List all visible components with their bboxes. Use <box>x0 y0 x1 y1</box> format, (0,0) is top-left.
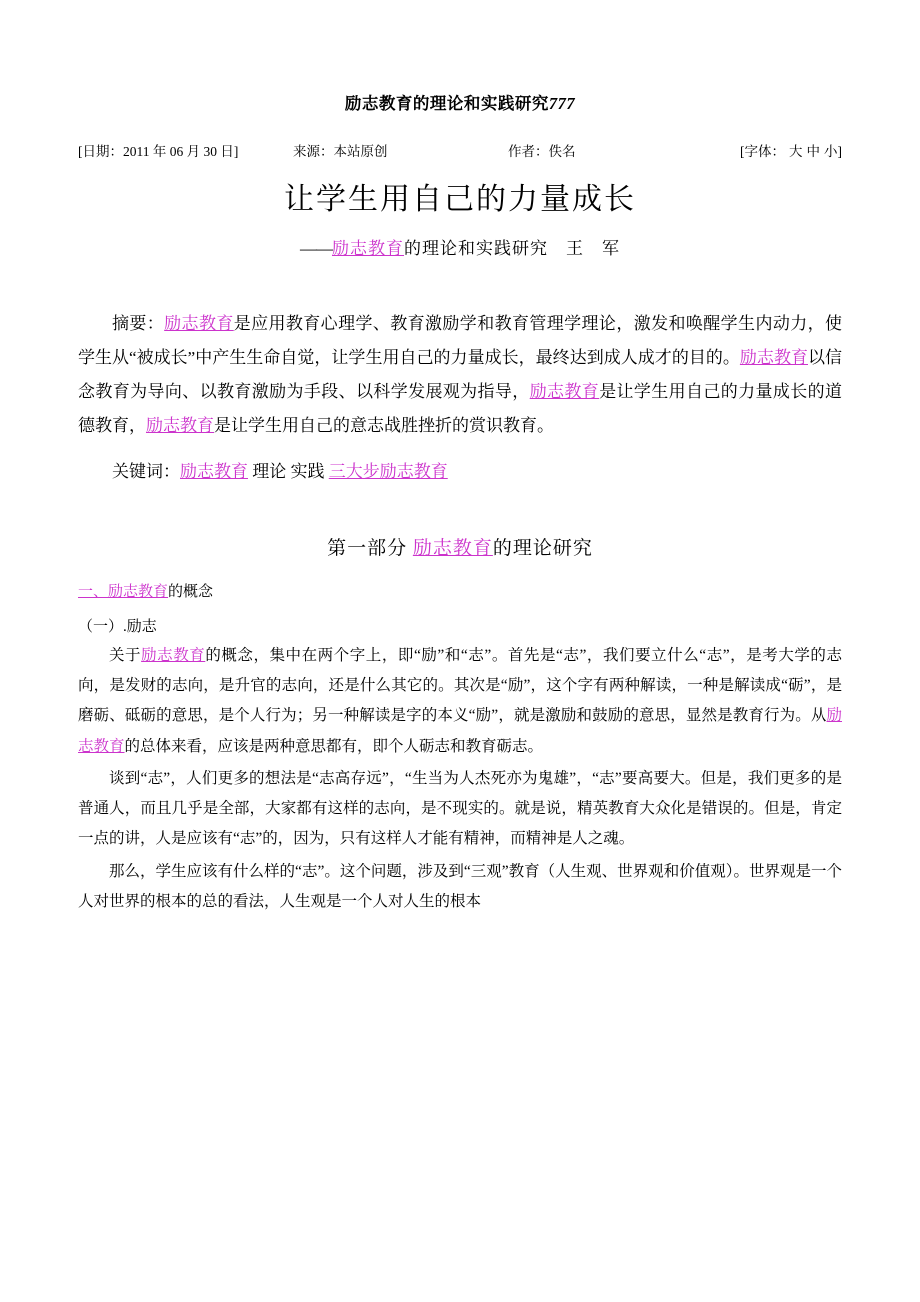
keyword-link[interactable]: 励志教育 <box>180 462 248 481</box>
font-size-control <box>723 140 842 160</box>
meta-author: 作者：佚名 <box>508 144 576 159</box>
keyword-link[interactable]: 三大步励志教育 <box>328 462 448 481</box>
keyword-link-lizhi-jiaoyu[interactable]: 励志教育 <box>164 314 234 333</box>
body-paragraph <box>78 857 842 917</box>
text-run: 的总体来看，应该是两种意思都有，即个人砺志和教育砺志。 <box>124 737 544 755</box>
abstract-label: 摘要： <box>112 314 165 333</box>
keyword-link-lizhi-jiaoyu[interactable]: 励志教育 <box>146 416 214 435</box>
subtitle-rest: 的理论和实践研究 <box>404 239 548 258</box>
font-size-close: ] <box>837 144 842 159</box>
keywords-label: 关键词： <box>112 462 180 481</box>
keyword-link-lizhi-jiaoyu[interactable]: 励志教育 <box>108 584 169 600</box>
text-run: 关于 <box>109 647 142 664</box>
meta-date: [日期：2011 年 06 月 30 日] <box>78 144 239 159</box>
section-heading-suffix: 的概念 <box>168 584 214 600</box>
keyword-link-lizhi-jiaoyu[interactable]: 励志教育 <box>141 647 206 664</box>
meta-source: 来源：本站原创 <box>293 144 388 159</box>
part-heading-prefix: 第一部分 <box>327 538 413 559</box>
article-meta <box>78 140 842 160</box>
page-title-number: 777 <box>548 94 576 113</box>
keyword-link-lizhi-jiaoyu[interactable]: 励志教育 <box>78 707 842 755</box>
text-run: 谈到“志”，人们更多的想法是“志高存远”，“生当为人杰死亦为鬼雄”，“志”要高要大。但是，我们更多的是普通人，而且几乎是全部，大家都有这样的志向，是不现实的。就是说，精英教育大众化是错误的。但是，肯定一点的讲，人是应该有“志”的，因为，只有这样人才能有精神，而精神是人之魂。 <box>78 769 842 848</box>
keyword-link-lizhi-jiaoyu[interactable]: 励志教育 <box>412 538 493 559</box>
font-size-medium[interactable]: 中 <box>806 144 820 159</box>
page-title-text: 励志教育的理论和实践研究 <box>344 95 549 113</box>
keywords-line <box>78 455 842 489</box>
keyword-text: 理论 实践 <box>252 462 325 481</box>
keywords-body <box>180 462 448 481</box>
section-heading-1-1: （一）.励志 <box>78 618 157 635</box>
subtitle-dash: —— <box>300 239 332 258</box>
abstract-paragraph <box>78 307 842 443</box>
body-paragraph <box>78 764 842 855</box>
section-heading-1 <box>78 578 842 607</box>
text-run: 那么，学生应该有什么样的“志”。这个问题，涉及到“三观”教育（人生观、世界观和价值观）。世界观是一个人对世界的根本的总的看法，人生观是一个人对人生的根本 <box>78 862 842 910</box>
subtitle-author: 王 军 <box>566 239 620 258</box>
text-run: 的概念，集中在两个字上，即“励”和“志”。首先是“志”，我们要立什么“志”，是考大学的志向，是发财的志向，是升官的志向，还是什么其它的。其次是“励”，这个字有两种解读，一种是解读成“砺”，是磨砺、砥砺的意思，是个人行为；另一种解读是字的本义“励”，就是激励和鼓励的意思，显然是教育行为。从 <box>78 647 842 725</box>
page-title <box>78 90 842 114</box>
keyword-link-lizhi-jiaoyu[interactable]: 励志教育 <box>739 348 808 367</box>
part-heading-suffix: 的理论研究 <box>492 538 593 559</box>
text-run: 是让学生用自己的力量成长的道德教育， <box>78 382 843 435</box>
abstract-body <box>78 314 842 435</box>
font-size-large[interactable]: 大 <box>789 144 803 159</box>
section-heading-prefix: 一、 <box>78 584 109 600</box>
body-paragraph <box>78 641 842 762</box>
keyword-link-lizhi-jiaoyu[interactable]: 励志教育 <box>332 239 404 258</box>
text-run: 以信念教育为导向、以教育激励为手段、以科学发展观为指导， <box>78 348 843 401</box>
font-size-label: [字体： <box>740 144 785 159</box>
article-subtitle <box>78 234 842 259</box>
part-heading <box>78 533 842 560</box>
keyword-link-lizhi-jiaoyu[interactable]: 励志教育 <box>529 382 600 401</box>
font-size-small[interactable]: 小 <box>824 144 838 159</box>
article-main-title: 让学生用自己的力量成长 <box>284 183 636 216</box>
text-run: 是应用教育心理学、教育激励学和教育管理学理论，激发和唤醒学生内动力，使学生从“被成长”中产生生命自觉，让学生用自己的力量成长，最终达到成人成才的目的。 <box>78 314 843 367</box>
text-run: 是让学生用自己的意志战胜挫折的赏识教育。 <box>214 416 554 435</box>
body-paragraphs <box>78 641 842 917</box>
